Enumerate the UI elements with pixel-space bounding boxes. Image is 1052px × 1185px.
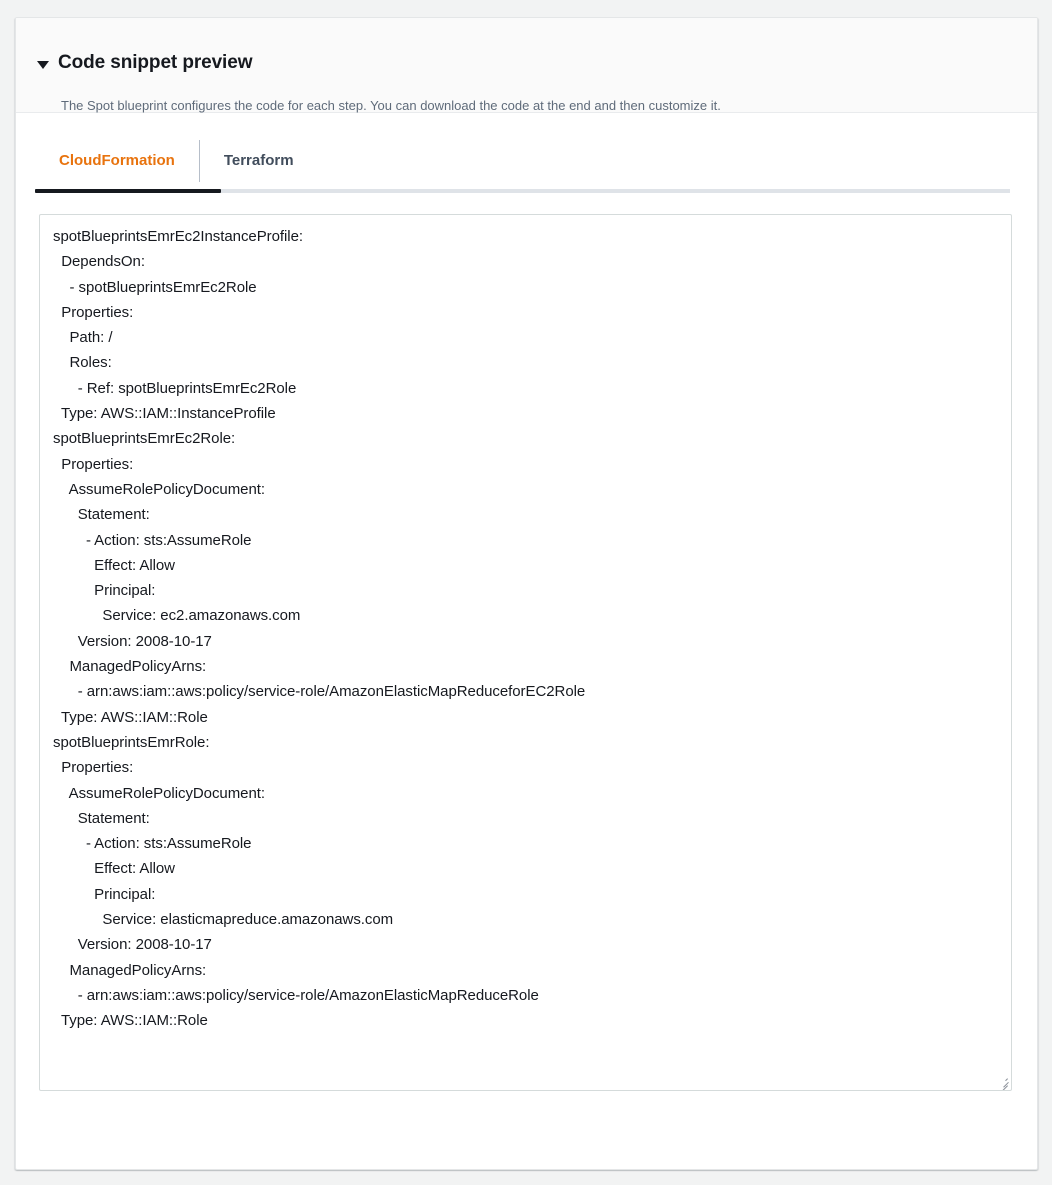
code-lines xyxy=(53,224,999,1034)
expandable-section-header[interactable] xyxy=(37,36,1017,90)
code-line: Version: 2008-10-17 xyxy=(53,936,212,954)
code-line: Roles: xyxy=(53,354,112,372)
triangle-down-icon[interactable] xyxy=(37,61,49,69)
tab-cloudformation[interactable] xyxy=(35,132,199,189)
code-line: - Action: sts:AssumeRole xyxy=(53,531,252,549)
code-line: Effect: Allow xyxy=(53,556,175,574)
code-line: Statement: xyxy=(53,506,150,524)
code-line: Type: AWS::IAM::Role xyxy=(53,708,208,726)
tab-list xyxy=(35,132,1018,189)
code-snippet-preview-card xyxy=(15,17,1038,1170)
code-line: - Ref: spotBlueprintsEmrEc2Role xyxy=(53,379,297,397)
code-line: Service: ec2.amazonaws.com xyxy=(53,607,301,625)
code-line: AssumeRolePolicyDocument: xyxy=(53,480,265,498)
code-editor-wrapper xyxy=(16,193,1037,1091)
code-line: spotBlueprintsEmrRole: xyxy=(53,733,210,751)
code-line: Type: AWS::IAM::Role xyxy=(53,1012,208,1030)
card-header xyxy=(16,18,1037,113)
header-description: The Spot blueprint configures the code for each step. You can download the code at the end and then customize it. xyxy=(61,98,721,114)
code-line: Effect: Allow xyxy=(53,860,175,878)
code-line: spotBlueprintsEmrEc2InstanceProfile: xyxy=(53,228,303,245)
code-line: spotBlueprintsEmrEc2Role: xyxy=(53,430,236,448)
code-line: Service: elasticmapreduce.amazonaws.com xyxy=(53,911,394,929)
code-editor[interactable] xyxy=(39,214,1012,1091)
code-line: - Action: sts:AssumeRole xyxy=(53,835,252,853)
code-line: AssumeRolePolicyDocument: xyxy=(53,784,265,802)
code-line: - arn:aws:iam::aws:policy/service-role/AmazonElasticMapReduceforEC2Role xyxy=(53,683,586,701)
code-line: - arn:aws:iam::aws:policy/service-role/AmazonElasticMapReduceRole xyxy=(53,986,539,1004)
code-line: Principal: xyxy=(53,885,156,903)
code-line: ManagedPolicyArns: xyxy=(53,658,207,676)
code-line: DependsOn: xyxy=(53,253,145,271)
code-line: Type: AWS::IAM::InstanceProfile xyxy=(53,405,276,423)
code-line: Version: 2008-10-17 xyxy=(53,632,212,650)
tabs-container xyxy=(16,132,1037,189)
resize-grip-icon[interactable] xyxy=(996,1075,1009,1088)
tab-cloudformation-label: CloudFormation xyxy=(59,152,175,169)
tab-terraform-label: Terraform xyxy=(223,152,294,169)
code-line: Properties: xyxy=(53,455,134,473)
code-line: Principal: xyxy=(53,582,156,600)
tab-terraform[interactable] xyxy=(200,132,318,189)
tab-underline-track xyxy=(35,189,1010,193)
code-line: Properties: xyxy=(53,303,134,321)
code-line: - spotBlueprintsEmrEc2Role xyxy=(53,278,257,296)
code-line: Path: / xyxy=(53,329,113,347)
page-title: Code snippet preview xyxy=(58,51,253,73)
code-line: Statement: xyxy=(53,809,150,827)
code-line: Properties: xyxy=(53,759,134,777)
code-line: ManagedPolicyArns: xyxy=(53,961,207,979)
tab-active-indicator xyxy=(35,189,221,193)
